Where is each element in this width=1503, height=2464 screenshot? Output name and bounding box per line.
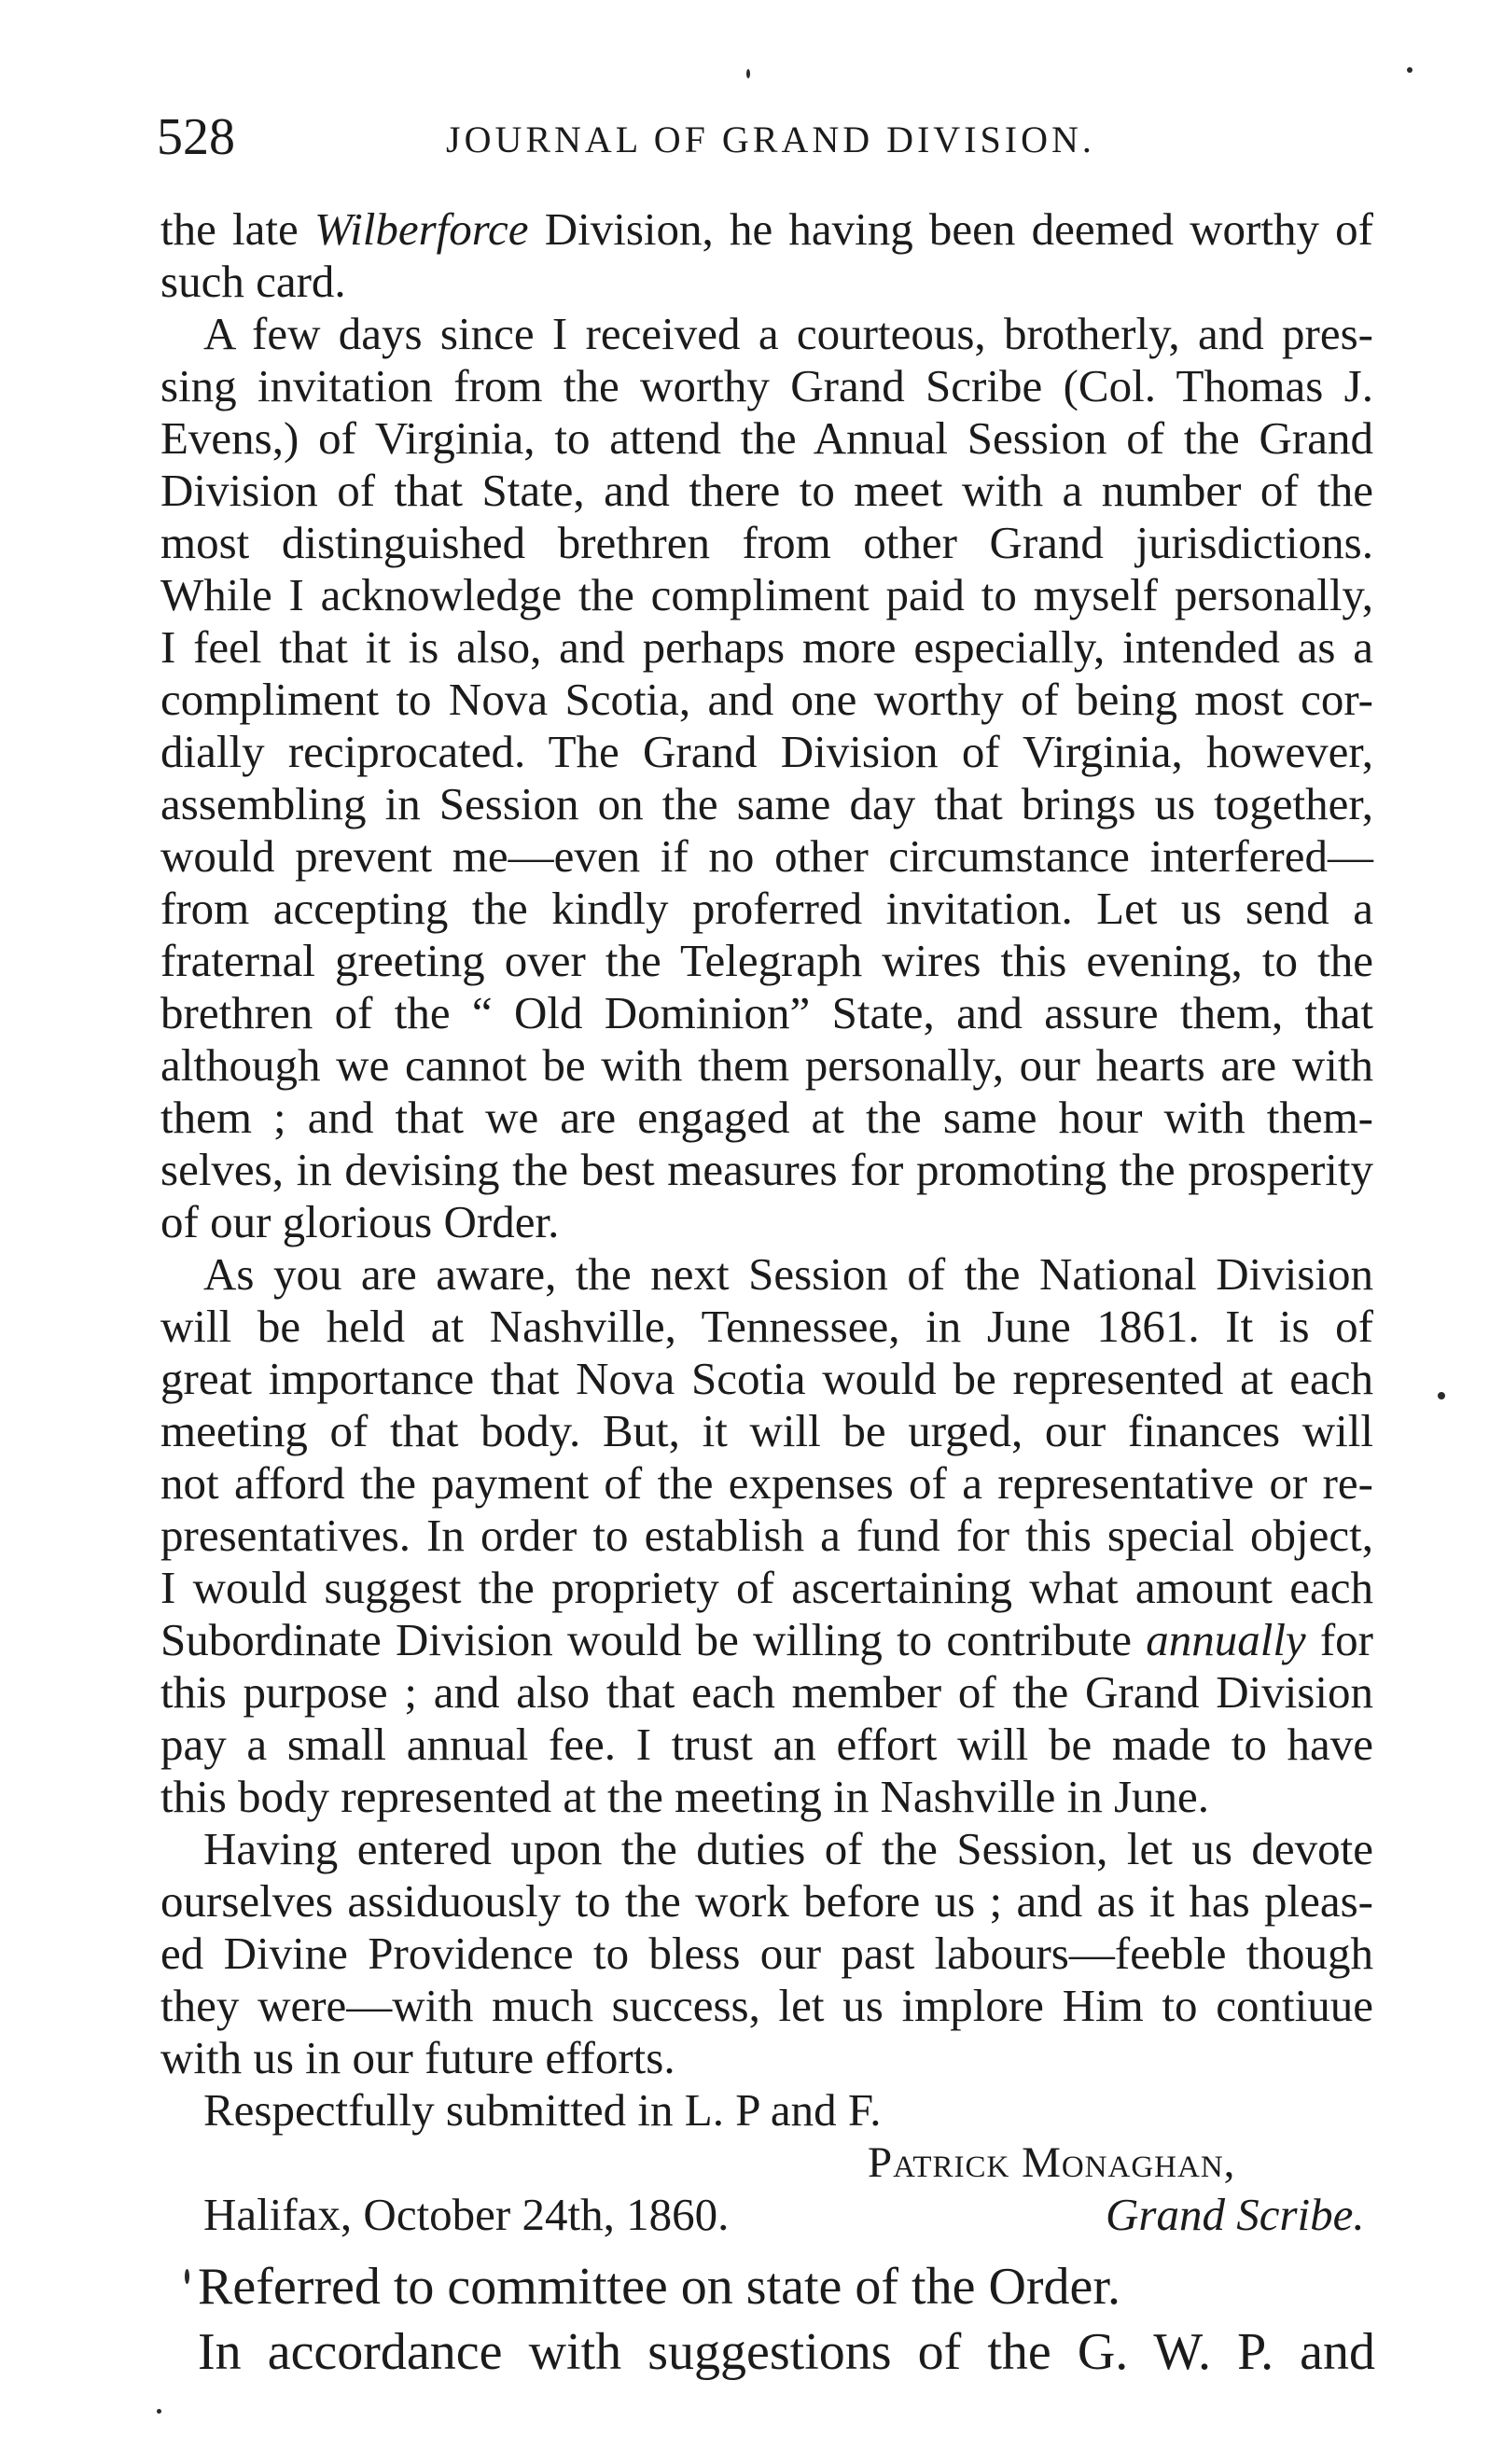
body-line: dially reciprocated. The Grand Division of Virginia, however, (160, 726, 1373, 777)
body-line: assembling in Session on the same day that brings us together, (160, 778, 1373, 829)
scan-speck (1407, 67, 1413, 73)
signature-place-date: Halifax, October 24th, 1860. (203, 2189, 730, 2240)
body-line: I would suggest the propriety of ascertaining what amount each (160, 1562, 1373, 1613)
body-line: Subordinate Division would be willing to contribute annually for (160, 1614, 1373, 1665)
signature-name: Patrick Monaghan, (868, 2138, 1236, 2187)
signature-title: Grand Scribe. (1106, 2189, 1365, 2240)
body-line: As you are aware, the next Session of the National Division (203, 1248, 1373, 1300)
body-line: Division of that State, and there to meet with a number of the (160, 465, 1373, 516)
body-line: sing invitation from the worthy Grand Scribe (Col. Thomas J. (160, 360, 1373, 411)
body-line: with us in our future efforts. (160, 2032, 675, 2083)
body-line: would prevent me—even if no other circumstance interfered— (160, 830, 1373, 882)
body-line: ed Divine Providence to bless our past labours—feeble though (160, 1928, 1373, 1979)
body-line: selves, in devising the best measures for promoting the prosperity (160, 1144, 1373, 1195)
body-line: compliment to Nova Scotia, and one worthy of being most cor- (160, 674, 1373, 725)
body-line: Evens,) of Virginia, to attend the Annual Session of the Grand (160, 412, 1373, 464)
body-line: this purpose ; and also that each member of the Grand Division (160, 1666, 1373, 1718)
body-line: they were—with much success, let us implore Him to contiuue (160, 1980, 1373, 2031)
scan-speck (185, 2269, 189, 2284)
closing-line: Respectfully submitted in L. P and F. (203, 2084, 882, 2136)
body-line: presentatives. In order to establish a fund for this special object, (160, 1510, 1373, 1561)
body-line: this body represented at the meeting in Nashville in June. (160, 1771, 1210, 1822)
body-line: although we cannot be with them personally, our hearts are with (160, 1039, 1373, 1091)
body-line: A few days since I received a courteous, brotherly, and pres- (203, 308, 1373, 359)
body-line: great importance that Nova Scotia would be represented at each (160, 1353, 1373, 1404)
continuation-line: In accordance with suggestions of the G. W. P. and (198, 2323, 1375, 2381)
page-number: 528 (157, 108, 235, 166)
referral-line: Referred to committee on state of the Order. (198, 2258, 1120, 2316)
body-line: Having entered upon the duties of the Session, let us devote (203, 1823, 1373, 1874)
body-line: While I acknowledge the compliment paid to myself personally, (160, 569, 1373, 620)
scan-speck (746, 69, 750, 78)
body-line: brethren of the “ Old Dominion” State, and assure them, that (160, 987, 1373, 1038)
body-line: them ; and that we are engaged at the same hour with them- (160, 1092, 1373, 1143)
body-line: pay a small annual fee. I trust an effort will be made to have (160, 1719, 1373, 1770)
body-line: meeting of that body. But, it will be urged, our finances will (160, 1405, 1373, 1456)
running-head: JOURNAL OF GRAND DIVISION. (446, 118, 1095, 160)
body-line: the late Wilberforce Division, he having been deemed worthy of (160, 203, 1374, 255)
body-line: I feel that it is also, and perhaps more especially, intended as a (160, 621, 1373, 673)
scan-speck (1438, 1392, 1445, 1399)
body-line: most distinguished brethren from other Grand jurisdictions. (160, 517, 1373, 568)
body-line: ourselves assiduously to the work before us ; and as it has pleas- (160, 1875, 1373, 1927)
body-line: fraternal greeting over the Telegraph wires this evening, to the (160, 935, 1373, 986)
body-line: of our glorious Order. (160, 1196, 560, 1247)
body-line: such card. (160, 256, 346, 307)
scan-speck (157, 2409, 161, 2414)
body-line: not afford the payment of the expenses of a representative or re- (160, 1457, 1373, 1509)
body-line: from accepting the kindly proferred invitation. Let us send a (160, 883, 1373, 934)
page-header (157, 104, 1379, 170)
body-line: will be held at Nashville, Tennessee, in June 1861. It is of (160, 1301, 1373, 1352)
